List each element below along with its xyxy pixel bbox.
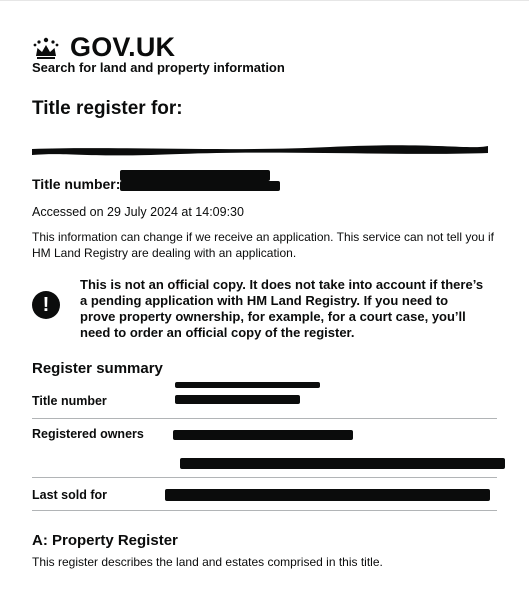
service-name[interactable]: Search for land and property information [32, 60, 285, 75]
redacted-value [175, 382, 320, 388]
property-register-heading: A: Property Register [32, 532, 178, 549]
summary-key: Registered owners [32, 427, 144, 441]
site-header [32, 32, 285, 75]
top-divider [0, 0, 529, 1]
summary-row-registered-owners [32, 419, 497, 478]
property-register-description: This register describes the land and estates comprised in this title. [32, 555, 383, 569]
exclamation-icon: ! [32, 291, 60, 319]
warning-text: This is not an official copy. It does not take into account if there’s a pending application with HM Land Registry. If you need to prove property ownership, for example, for a court case, you’ll need to order an official copy of the register. [80, 277, 484, 340]
info-paragraph: This information can change if we receive an application. This service can not tell you if HM Land Registry are dealing with an application. [32, 230, 495, 260]
title-number-label: Title number: [32, 176, 121, 192]
redacted-value [175, 395, 300, 404]
page-title: Title register for: [32, 98, 183, 119]
redacted-value [165, 489, 490, 501]
summary-key: Last sold for [32, 488, 108, 502]
crown-icon [32, 36, 60, 60]
redacted-title-number-2 [120, 181, 280, 191]
redacted-value [173, 430, 353, 440]
register-summary-heading: Register summary [32, 360, 163, 377]
redacted-title-number [120, 170, 270, 181]
redacted-address [30, 140, 490, 158]
brand-name: GOV.UK [70, 32, 176, 62]
accessed-timestamp: Accessed on 29 July 2024 at 14:09:30 [32, 205, 244, 219]
redacted-value [180, 458, 505, 469]
govuk-logo-link[interactable] [32, 32, 175, 63]
summary-key: Title number [32, 394, 107, 408]
title-number-row [32, 176, 120, 194]
